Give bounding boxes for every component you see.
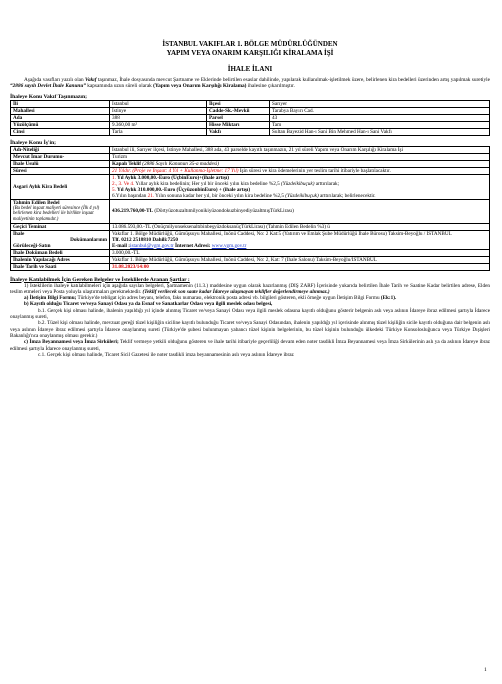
label-usul: İhale Usulü — [11, 160, 110, 167]
table-row — [11, 107, 490, 114]
document-header — [10, 40, 490, 57]
table-row — [11, 199, 490, 223]
property-table — [10, 100, 490, 136]
label-bedel: İhale Doküman Bedeli — [11, 249, 110, 256]
table-row — [11, 121, 490, 128]
req-item-b2: b.2. Tüzel kişi olması halinde, mevzuat gereği tüzel kişiliğin siciline kayıtlı bulunduğu Ticaret ve/veya Sanayi Odasından, ihalenin yapıldığı yıl içerisinde alınmış tüzel kişiliğin sicile kayıtlı olduğuna dair belgenin aslı veya aslının İdareye ibraz edilmesi şartıyla İdarece onaylanmış sureti (Türkiye'de şubesi bulunmayan yabancı tüzel kişinin belgelerinin, bu tüzel kişinin bulunduğu ülkedeki Türkiye Konsolosluğunca veya Türkiye Dışişleri Bakanlığı'nca onaylanmış olması gerekir.) — [10, 320, 490, 339]
value-dokuman: Vakıflar 1. Bölge Müdürlüğü, Gümüşsuyu Mahallesi, İnönü Caddesi, No: 2 Kat:5 (Yatırım ve Emlak Şube Müdürlüğü İhale Bürosu) Taksim-Beyoğlu / İSTANBUL Tlf. 0212 2518810 Dahili:7250 E-mail :istanbul@vgm.gov.tr İnternet Adresi: www.vgm.gov.tr — [110, 230, 490, 249]
website-link[interactable]: www.vgm.gov.tr — [211, 242, 247, 249]
table-row — [11, 100, 490, 107]
property-cell-v1: İstanbul — [110, 100, 207, 107]
req-item-c1: c.1. Gerçek kişi olması halinde, Ticaret Sicil Gazetesi ile noter tasdikli imza beyannamesinin aslı veya aslının İdareye ibraz — [38, 351, 294, 358]
property-cell-l1: Mahallesi — [11, 107, 110, 114]
document-page — [10, 40, 490, 358]
table-row — [11, 249, 490, 256]
property-cell-l2: Vakfı — [207, 128, 270, 135]
label-gecici: Geçici Teminat — [11, 223, 110, 230]
intro-paragraph: Aşağıda vasıfları yazılı olan Vakıf taşınmaz, İhale dosyasında mevcut Şartname ve Eklerinde belirtilen esaslar dahilinde, yapılarak kullanılmak-işletilmek üzere, belirlenen kira bedelleri üzerinden artış yapılmak suretiyle “2886 sayılı Devlet İhale Kanunu” kapsamında uzun süreli olarak (Yapım veya Onarım Karşılığı Kiralama) ihalesine çıkarılmıştır. — [10, 77, 490, 90]
value-usul: Kapalı Teklif (2886 Sayılı Kanunun 35-a maddesi) — [110, 160, 490, 167]
label-sure: Süresi — [11, 167, 110, 174]
table-row — [11, 114, 490, 121]
table-row — [11, 167, 490, 174]
page-number: 1 — [484, 667, 487, 673]
tender-table — [10, 146, 490, 271]
header-authority: İSTANBUL VAKIFLAR 1. BÖLGE MÜDÜRLÜĞÜNDEN — [162, 40, 338, 48]
label-tahmin: Tahmin Edilen Bedel (Bu bedel inşaat maliyeti süresince (İlk 4 yıl) belirlenen kira bedelleri ile birlikte inşaat maliyetinin toplamıdır.) — [11, 199, 110, 223]
value-mevcut: Turizm — [110, 153, 490, 160]
property-cell-v2: 43 — [270, 114, 490, 121]
property-cell-v1: 9.360,00 m² — [110, 121, 207, 128]
property-cell-v1: Tarla — [110, 128, 207, 135]
table-row — [11, 153, 490, 160]
label-tarih: İhale Tarih ve Saati — [11, 263, 110, 270]
table-row — [11, 230, 490, 249]
property-cell-l1: Cinsi — [11, 128, 110, 135]
req-item-b1: b.1. Gerçek kişi olması halinde, ihalenin yapıldığı yıl içinde alınmış Ticaret ve/veya Sanayi Odası veya ilgili meslek odasına kayıtlı olduğunu gösterir belgenin aslı veya aslının İdareye ibraz edilmesi şartıyla İdarece onaylanmış sureti, — [10, 307, 490, 321]
tender-section-title: İhaleye Konu İş'in; — [10, 139, 57, 146]
property-cell-v1: İstinye — [110, 107, 207, 114]
label-mevcut: Mevcut İmar Durumu- — [11, 153, 110, 160]
property-cell-l2: Cadde-Sk.-Mevkii — [207, 107, 270, 114]
email-link[interactable]: istanbul@vgm.gov.tr — [130, 242, 174, 249]
label-adi: Adı-Niteliği — [11, 146, 110, 153]
req-item-b: b) Kayıtlı olduğu Ticaret ve/veya Sanayi Odası ya da Esnaf ve Sanatkarlar Odası veya ilgili meslek odası belgesi, — [24, 301, 273, 308]
property-cell-l2: Parsel — [207, 114, 270, 121]
property-cell-v2: Tam — [270, 121, 490, 128]
property-section-title: İhaleye Konu Vakıf Taşınmazın; — [10, 93, 87, 100]
header-subject: YAPIM VEYA ONARIM KARŞILIĞI KİRALAMA İŞİ — [166, 48, 334, 57]
req-paragraph-1: 1) İsteklilerin ihaleye katılabilmeleri için aşağıda sayılan belgeleri, Şartnamenin (11.3.) maddesine uygun olarak hazırlanmış (DIŞ ZARF) İçerisinde yukarıda belirtilen İhale Tarih ve Saatine Kadar belirtilen adrese, Elden teslim etmeleri veya Posta yoluyla ulaştırmaları gerekmektedir. (Teklif verilecek son saate kadar İdareye ulaşmayan teklifler değerlendirmeye alınmaz.) — [10, 282, 490, 295]
value-tarih: 31.08.2023/14:00 — [110, 263, 490, 270]
table-row — [11, 263, 490, 270]
value-bedel: 3.000,00.-TL — [110, 249, 490, 256]
property-cell-l1: Ada — [11, 114, 110, 121]
label-adres: İhalenin Yapılacağı Adres — [11, 256, 110, 263]
property-cell-v2: Sarıyer — [270, 100, 490, 107]
requirements-body — [10, 283, 490, 359]
property-cell-v2: Sultan Bayezid Han-ı Sani Bin Mehmed Han-ı Sani Vakfı — [270, 128, 490, 135]
table-row — [11, 128, 490, 135]
req-item-a: a) İletişim Bilgi Formu; Türkiye'de tebligat için adres beyanı, telefon, faks numarası, elektronik posta adresi vb. bilgileri gösteren, ekli örneğe uygun İletişim Bilgi Formu (Ek:1). — [24, 295, 397, 302]
value-gecici: 13.086.593,00.-TL (OnüçmilyonseksenaltıbinbeşyüzdoksanüçTürkLirası) (Tahmin Edilen Bedelin %3) ü — [110, 223, 490, 230]
value-kira: 1. Yıl Aylık 3.000,00.-Euro (ÜçbinEuro)+(ihale artışı) 2., 3. Ve 4. Yıllar aylık kira bedelinin; Her yıl bir önceki yılın kira bedeline %2,5 (Yüzdeikibuçuk) arttırılarak; 5. Yıl Aylık 310.000,00.-Euro (ÜçyüzonbinEuro) + (ihale artışı) 6.Yılın başından 21. Yılın sonuna kadar her yıl, bir önceki yılın kira bedeline %2,5 (Yüzdeikibuçuk) arttırılarak; belirlenecektir. — [110, 174, 490, 199]
value-tahmin: 436.219.760,00-TL (DörtyüzotuzaltımilyonikiyüzondokuzbinyediyüzaltmışTürkLirası) — [110, 199, 490, 223]
announcement-title: İHALE İLANI — [227, 65, 273, 73]
label-kira: Asgari Aylık Kira Bedeli — [11, 174, 110, 199]
req-item-c: c) İmza Beyannamesi veya İmza Sirküleri; Teklif vermeye yetkili olduğunu gösteren ve ihale tarihi itibariyle geçerliliği devam eden noter tasdikli İmza Beyannamesi veya İmza Sirkülerinin aslı ya da aslının İdareye ibraz edilmesi şartıyla İdarece onaylanmış sureti, — [10, 339, 490, 352]
label-dokuman: İhale Dokümanlarının Görüleceği-Satın — [11, 230, 110, 249]
property-cell-v1: 388 — [110, 114, 207, 121]
property-cell-l1: Yüzölçümü — [11, 121, 110, 128]
value-adi: İstanbul ili, Sarıyer ilçesi, İstinye Mahallesi, 388 ada, 43 parselde kayıtlı taşınmazın, 21 yıl süreli Yapım veya Onarım Karşılığı Kiralama İşi — [110, 146, 490, 153]
table-row — [11, 174, 490, 199]
table-row — [11, 223, 490, 230]
table-row — [11, 256, 490, 263]
value-adres: Vakıflar 1. Bölge Müdürlüğü, Gümüşsuyu Mahallesi, İnönü Caddesi, No: 2, Kat: 7 (İhale Salonu) Taksim-Beyoğlu/İSTANBUL — [110, 256, 490, 263]
property-cell-l2: İlçesi — [207, 100, 270, 107]
property-cell-l2: Hisse Miktarı — [207, 121, 270, 128]
table-row — [11, 160, 490, 167]
value-sure: 21 Yıldır. (Proje ve İnşaat: 4 Yıl + Kullanma-İşletme: 17 Yıl) İşin süresi ve kira ödemelerinin yer teslim tarihi itibariyle başlatılacaktır. — [110, 167, 490, 174]
table-row — [11, 146, 490, 153]
property-cell-l1: İli — [11, 100, 110, 107]
requirements-title: İhaleye Katılabilmek İçin Gereken Belgeler ve İsteklilerde Aranan Şartlar : — [10, 276, 190, 283]
property-cell-v2: Tarabya Bayırı Cad. — [270, 107, 490, 114]
